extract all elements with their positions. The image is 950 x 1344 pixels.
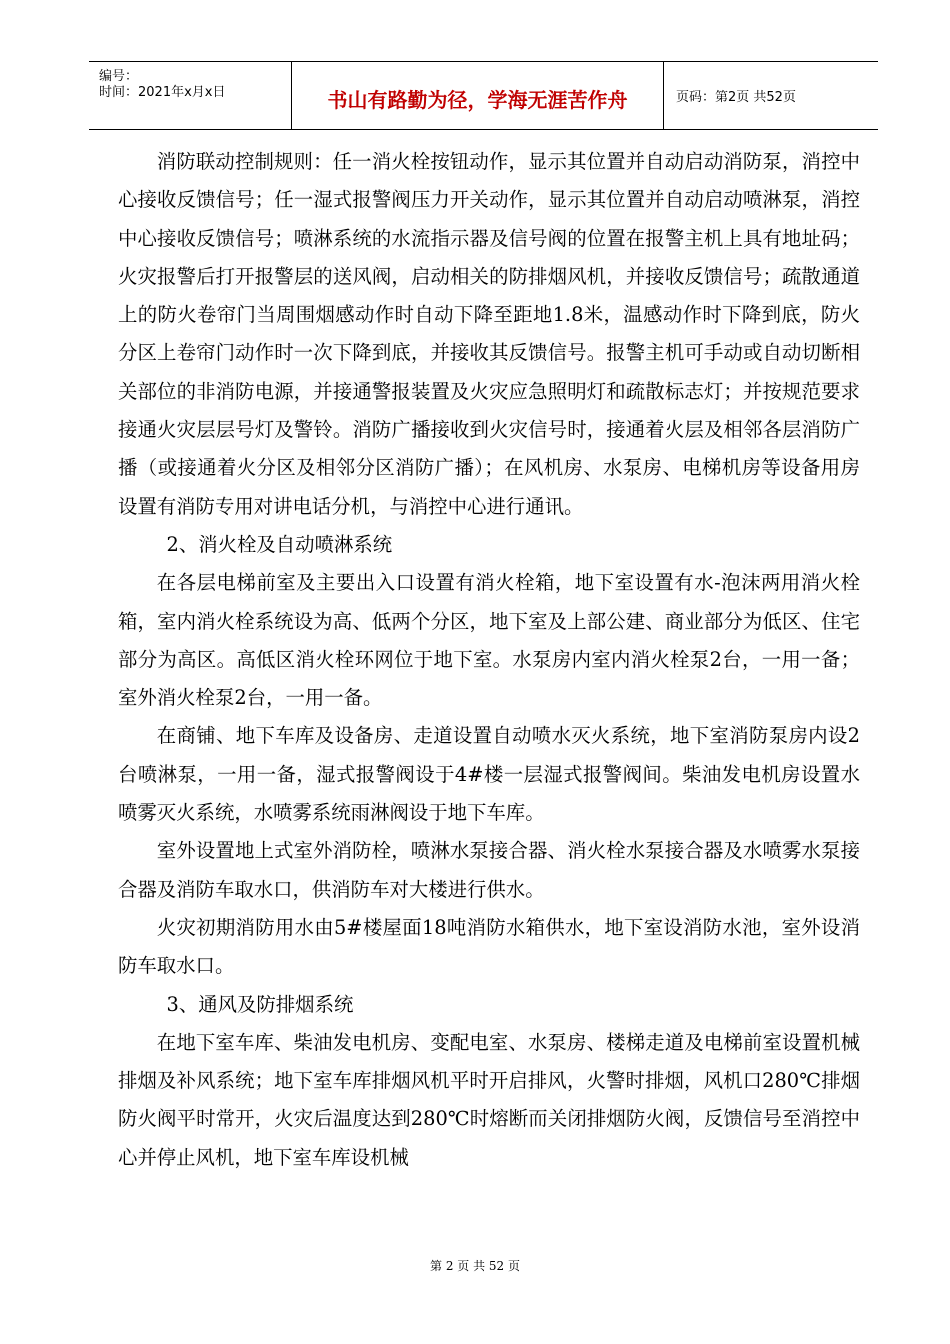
document-body — [118, 143, 860, 1177]
section-heading-hydrant-sprinkler: 2、消火栓及自动喷淋系统 — [166, 532, 393, 556]
header-meta-cell — [89, 62, 292, 129]
paragraph-fire-linkage-rules: 消防联动控制规则：任一消火栓按钮动作，显示其位置并自动启动消防泵，消控中心接收反馈信号；任一湿式报警阀压力开关动作，显示其位置并自动启动喷淋泵，消控中心接收反馈信号；喷淋系统的水流指示器及信号阀的位置在报警主机上具有地址码；火灾报警后打开报警层的送风阀，启动相关的防排烟风机，并接收反馈信号；疏散通道上的防火卷帘门当周围烟感动作时自动下降至距地1.8米，温感动作时下降到底，防火分区上卷帘门动作时一次下降到底，并接收其反馈信号。报警主机可手动或自动切断相关部位的非消防电源，并接通警报装置及火灾应急照明灯和疏散标志灯；并按规范要求接通火灾层层号灯及警铃。消防广播接收到火灾信号时，接通着火层及相邻各层消防广播（或接通着火分区及相邻分区消防广播）；在风机房、水泵房、电梯机房等设备用房设置有消防专用对讲电话分机，与消控中心进行通讯。 — [118, 150, 860, 518]
document-time-label: 时间：2021年x月x日 — [99, 85, 226, 100]
page-footer: 第 2 页 共 52 页 — [430, 1259, 520, 1273]
paragraph-outdoor-hydrants: 室外设置地上式室外消防栓，喷淋水泵接合器、消火栓水泵接合器及水喷雾水泵接合器及消防车取水口，供消防车对大楼进行供水。 — [118, 839, 860, 901]
paragraph-smoke-exhaust: 在地下室车库、柴油发电机房、变配电室、水泵房、楼梯走道及电梯前室设置机械排烟及补风系统；地下室车库排烟风机平时开启排风，火警时排烟，风机口280℃排烟防火阀平时常开，火灾后温度达到280℃时熔断而关闭排烟防火阀，反馈信号至消控中心并停止风机，地下室车库设机械 — [118, 1030, 860, 1169]
page-header — [89, 61, 878, 130]
document-number-label: 编号： — [99, 69, 139, 84]
paragraph-sprinkler-system: 在商铺、地下车库及设备房、走道设置自动喷水灭火系统，地下室消防泵房内设2台喷淋泵，一用一备，湿式报警阀设于4#楼一层湿式报警阀间。柴油发电机房设置水喷雾灭火系统，水喷雾系统雨淋阀设于地下车库。 — [118, 724, 860, 825]
paragraph-hydrant-boxes: 在各层电梯前室及主要出入口设置有消火栓箱，地下室设置有水-泡沫两用消火栓箱，室内消火栓系统设为高、低两个分区，地下室及上部公建、商业部分为低区、住宅部分为高区。高低区消火栓环网位于地下室。水泵房内室内消火栓泵2台，一用一备；室外消火栓泵2台，一用一备。 — [118, 571, 860, 710]
section-heading-ventilation-smoke: 3、通风及防排烟系统 — [166, 992, 354, 1016]
header-motto-cell — [292, 62, 664, 129]
paragraph-initial-water-supply: 火灾初期消防用水由5#楼屋面18吨消防水箱供水，地下室设消防水池，室外设消防车取水口。 — [118, 915, 860, 978]
header-motto: 书山有路勤为径，学海无涯苦作舟 — [327, 88, 628, 112]
header-page-cell — [664, 62, 878, 129]
header-page-info: 页码：第2页 共52页 — [676, 90, 796, 105]
